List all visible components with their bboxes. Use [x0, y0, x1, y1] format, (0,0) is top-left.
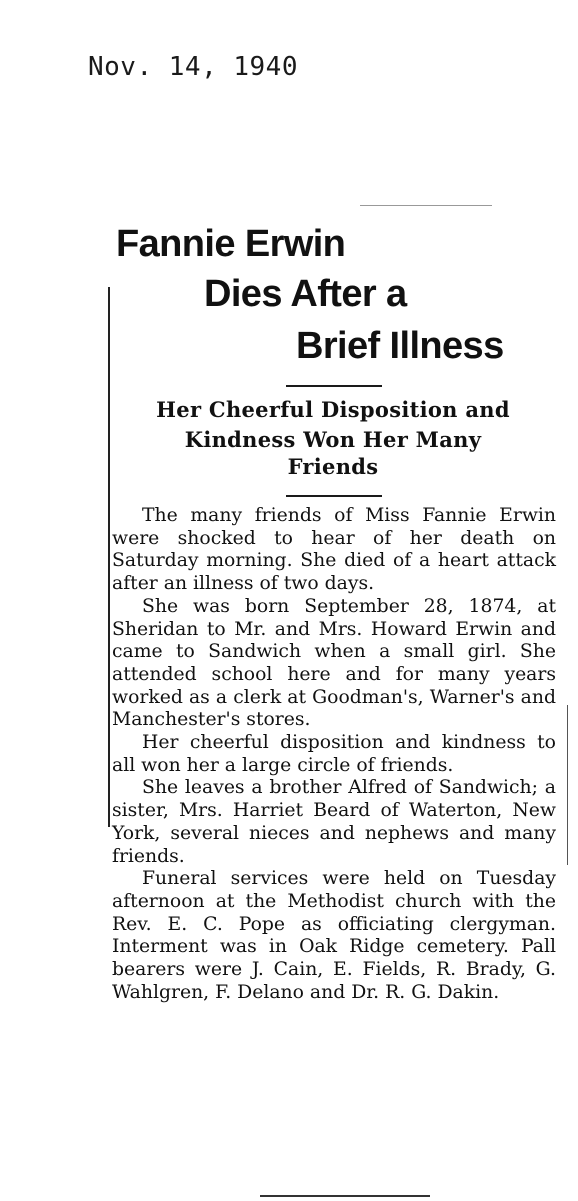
clipping-date: Nov. 14, 1940 — [88, 52, 298, 82]
subheadline-line-1: Her Cheerful Disposition and — [156, 397, 510, 422]
headline-divider — [286, 385, 382, 387]
newspaper-clipping — [108, 205, 568, 1201]
article-paragraph: Funeral services were held on Tuesday afternoon at the Methodist church with the Rev. E. C. Pope as officiating clergyman. Interment was in Oak Ridge cemetery. Pall bearers were J. Cain, E. Fields, R. Brady, G. Wahlgren, F. Delano and Dr. R. G. Dakin. — [112, 868, 556, 1003]
article-paragraph: The many friends of Miss Fannie Erwin were shocked to hear of her death on Saturday morning. She died of a heart attack after an illness of two days. — [112, 505, 556, 595]
top-rule — [360, 205, 492, 206]
column-right-rule — [567, 705, 568, 865]
bottom-rule — [260, 1195, 430, 1197]
article-paragraph: She leaves a brother Alfred of Sandwich; a sister, Mrs. Harriet Beard of Waterton, New York, several nieces and nephews and many friends. — [112, 777, 556, 867]
column-left-rule — [108, 287, 110, 827]
headline-line-1: Fannie Erwin — [116, 223, 346, 265]
article-paragraph: She was born September 28, 1874, at Sheridan to Mr. and Mrs. Howard Erwin and came to Sandwich when a small girl. She attended school here and for many years worked as a clerk at Goodman's, Warner's and Manchester's stores. — [112, 595, 556, 731]
headline-line-3: Brief Illness — [296, 325, 504, 367]
subheadline-divider — [286, 495, 382, 497]
article-body — [112, 505, 556, 1004]
article-paragraph: Her cheerful disposition and kindness to all won her a large circle of friends. — [112, 732, 556, 776]
subheadline-line-2: Kindness Won Her Many — [184, 427, 482, 452]
subheadline-line-3: Friends — [287, 454, 379, 479]
headline-line-2: Dies After a — [204, 273, 407, 315]
